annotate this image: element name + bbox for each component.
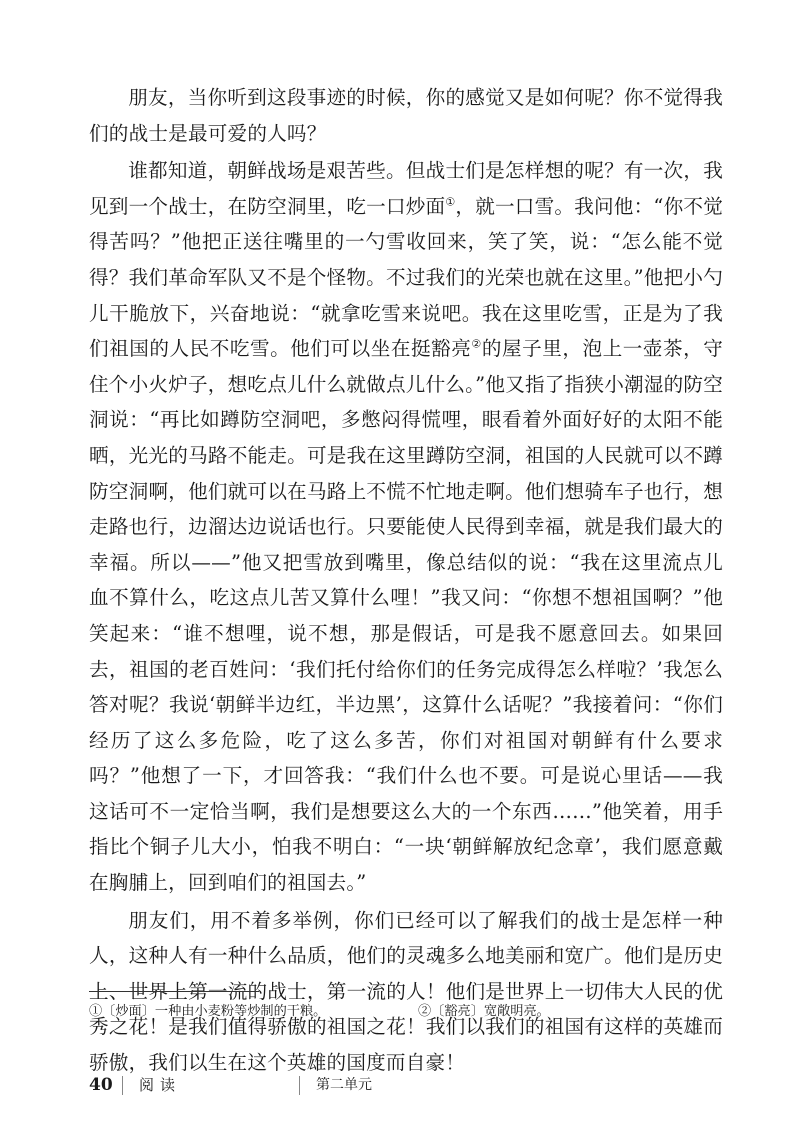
page-footer [89,1073,723,1097]
paragraph-1 [89,80,723,151]
article-body [89,80,723,1081]
section-name: 阅读 [139,1076,182,1094]
footnote-divider [89,991,259,992]
paragraph-2 [89,153,723,900]
text-run: 的屋子里，泡上一壶茶，守住个小火炉子，想吃点儿什么就做点儿什么。”他又指了指狭小潮湿的防空洞说：“再比如蹲防空洞吧，多憋闷得慌哩，眼看着外面好好的太阳不能晒，光光的马路不能走。可是我在这里蹲防空洞，祖国的人民就可以不蹲防空洞啊，他们就可以在马路上不慌不忙地走啊。他们想骑车子也行，想走路也行，边溜达边说话也行。只要能使人民得到幸福，就是我们最大的幸福。所以——”他又把雪放到嘴里，像总结似的说：“我在这里流点儿血不算什么，吃这点儿苦又算什么哩！”我又问：“你想不想祖国啊？”他笑起来：“谁不想哩，说不想，那是假话，可是我不愿意回去。如果回去，祖国的老百姓问：‘我们托付给你们的任务完成得怎么样啦？’我怎么答对呢？我说‘朝鲜半边红，半边黑’，这算什么话呢？”我接着问：“你们经历了这么多危险，吃了这么多苦，你们对祖国对朝鲜有什么要求吗？”他想了一下，才回答我：“我们什么也不要。可是说心里话——我这话可不一定恰当啊，我们是想要这么大的一个东西……”他笑着，用手指比个铜子儿大小，怕我不明白：“一块‘朝鲜解放纪念章’，我们愿意戴在胸脯上，回到咱们的祖国去。” [89,337,723,895]
unit-name: 第二单元 [316,1077,372,1093]
page-number: 40 [89,1075,113,1095]
footer-divider [299,1076,300,1095]
footnote-ref-2: ② [471,337,482,351]
text-run: 朋友，当你听到这段事迹的时候，你的感觉又是如何呢？你不觉得我们的战士是最可爱的人吗？ [89,86,723,145]
footnote-1: ①〔炒面〕一种由小麦粉等炒制的干粮。 [89,1004,327,1019]
text-run: ，就一口雪。我问他：“你不觉得苦吗？”他把正送往嘴里的一勺雪收回来，笑了笑，说：“怎么能不觉得？我们革命军队又不是个怪物。不过我们的光荣也就在这里。”他把小勺儿干脆放下，兴奋地说：“就拿吃雪来说吧。我在这里吃雪，正是为了我们祖国的人民不吃雪。他们可以坐在挺豁亮 [89,194,723,361]
footer-divider [122,1076,123,1095]
text-run: 谁都知道，朝鲜战场是艰苦些。但战士们是怎样想的呢？有一次，我见到一个战士，在防空洞里，吃一口炒面 [89,159,723,218]
footnote-2: ②〔豁亮〕宽敞明亮。 [418,1004,550,1019]
text-run: 朋友们，用不着多举例，你们已经可以了解我们的战士是怎样一种人，这种人有一种什么品质，他们的灵魂多么地美丽和宽广。他们是历史上、世界上第一流的战士，第一流的人！他们是世界上一切伟大人民的优秀之花！是我们值得骄傲的祖国之花！我们以我们的祖国有这样的英雄而骄傲，我们以生在这个英雄的国度而自豪！ [89,908,723,1075]
footnote-ref-1: ① [445,195,456,209]
